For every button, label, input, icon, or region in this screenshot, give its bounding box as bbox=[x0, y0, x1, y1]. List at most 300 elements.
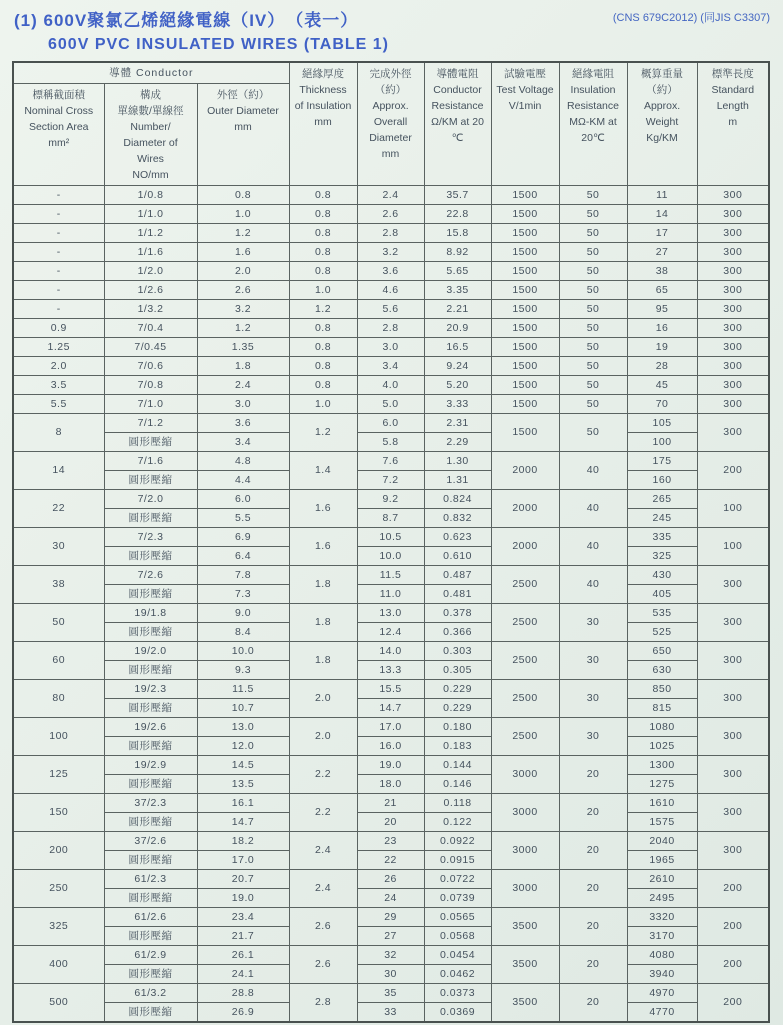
cell-insulation-thickness: 1.2 bbox=[289, 414, 357, 452]
cell-weight: 175 bbox=[627, 452, 697, 471]
cell-weight: 325 bbox=[627, 547, 697, 566]
header-row-conductor bbox=[13, 62, 769, 84]
cell-outer-diameter: 3.6 bbox=[197, 414, 289, 433]
header-col-insulation-thickness: 絕緣厚度 Thickness of Insulation mm bbox=[289, 62, 357, 186]
cell-weight: 16 bbox=[627, 319, 697, 338]
cell-standard-length: 300 bbox=[697, 718, 769, 756]
cell-overall-diameter: 21 bbox=[357, 794, 424, 813]
table-row bbox=[13, 756, 769, 775]
header-col-conductor-resistance: 導體電阻 Conductor Resistance Ω/KM at 20 ℃ bbox=[424, 62, 491, 186]
cell-insulation-thickness: 2.6 bbox=[289, 946, 357, 984]
cell-outer-diameter: 10.0 bbox=[197, 642, 289, 661]
cell-composition: 19/2.9 bbox=[104, 756, 197, 775]
cell-overall-diameter: 27 bbox=[357, 927, 424, 946]
cell-weight: 525 bbox=[627, 623, 697, 642]
cell-outer-diameter: 26.9 bbox=[197, 1003, 289, 1023]
header-col-weight: 概算重量 （約） Approx. Weight Kg/KM bbox=[627, 62, 697, 186]
cell-insulation-thickness: 0.8 bbox=[289, 357, 357, 376]
cell-overall-diameter: 26 bbox=[357, 870, 424, 889]
cell-insulation-thickness: 1.8 bbox=[289, 566, 357, 604]
cell-overall-diameter: 8.7 bbox=[357, 509, 424, 528]
cell-composition: 37/2.6 bbox=[104, 832, 197, 851]
cell-outer-diameter: 0.8 bbox=[197, 186, 289, 205]
cell-overall-diameter: 2.8 bbox=[357, 224, 424, 243]
cell-conductor-resistance: 0.832 bbox=[424, 509, 491, 528]
cell-insulation-resistance: 20 bbox=[559, 832, 627, 870]
cell-insulation-resistance: 20 bbox=[559, 946, 627, 984]
cell-composition: 圓形壓縮 bbox=[104, 585, 197, 604]
cell-test-voltage: 2500 bbox=[491, 680, 559, 718]
table-row bbox=[13, 851, 769, 870]
cell-nominal-area: 14 bbox=[13, 452, 104, 490]
cell-weight: 245 bbox=[627, 509, 697, 528]
cell-composition: 19/2.0 bbox=[104, 642, 197, 661]
cell-standard-length: 300 bbox=[697, 243, 769, 262]
cell-standard-length: 300 bbox=[697, 642, 769, 680]
cell-test-voltage: 3500 bbox=[491, 984, 559, 1023]
table-row bbox=[13, 680, 769, 699]
cell-nominal-area: - bbox=[13, 186, 104, 205]
cell-insulation-resistance: 30 bbox=[559, 680, 627, 718]
cell-outer-diameter: 23.4 bbox=[197, 908, 289, 927]
table-row bbox=[13, 243, 769, 262]
cell-insulation-thickness: 1.2 bbox=[289, 300, 357, 319]
cell-overall-diameter: 23 bbox=[357, 832, 424, 851]
cell-conductor-resistance: 0.180 bbox=[424, 718, 491, 737]
cell-overall-diameter: 24 bbox=[357, 889, 424, 908]
header-col-overall-diameter: 完成外徑 （約） Approx. Overall Diameter mm bbox=[357, 62, 424, 186]
cell-standard-length: 300 bbox=[697, 756, 769, 794]
cell-outer-diameter: 3.4 bbox=[197, 433, 289, 452]
cell-insulation-resistance: 20 bbox=[559, 984, 627, 1023]
header-col-insulation-resistance: 絕緣電阻 Insulation Resistance MΩ-KM at 20℃ bbox=[559, 62, 627, 186]
cell-insulation-thickness: 1.4 bbox=[289, 452, 357, 490]
table-row bbox=[13, 338, 769, 357]
cell-insulation-resistance: 50 bbox=[559, 414, 627, 452]
cell-test-voltage: 3000 bbox=[491, 870, 559, 908]
cell-composition: 1/1.2 bbox=[104, 224, 197, 243]
cell-overall-diameter: 4.0 bbox=[357, 376, 424, 395]
cell-outer-diameter: 6.4 bbox=[197, 547, 289, 566]
cell-insulation-thickness: 0.8 bbox=[289, 376, 357, 395]
cell-conductor-resistance: 0.366 bbox=[424, 623, 491, 642]
table-row bbox=[13, 623, 769, 642]
cell-composition: 圓形壓縮 bbox=[104, 889, 197, 908]
cell-test-voltage: 1500 bbox=[491, 376, 559, 395]
cell-overall-diameter: 16.0 bbox=[357, 737, 424, 756]
header-col-composition: 構成 單線數/單線徑 Number/ Diameter of Wires NO/mm bbox=[104, 84, 197, 186]
table-row bbox=[13, 433, 769, 452]
cell-test-voltage: 3500 bbox=[491, 908, 559, 946]
cell-weight: 265 bbox=[627, 490, 697, 509]
cell-standard-length: 300 bbox=[697, 604, 769, 642]
table-row bbox=[13, 984, 769, 1003]
cell-weight: 4080 bbox=[627, 946, 697, 965]
cell-outer-diameter: 18.2 bbox=[197, 832, 289, 851]
cell-insulation-resistance: 50 bbox=[559, 395, 627, 414]
cell-conductor-resistance: 0.378 bbox=[424, 604, 491, 623]
table-row bbox=[13, 319, 769, 338]
cell-weight: 45 bbox=[627, 376, 697, 395]
cell-conductor-resistance: 0.0568 bbox=[424, 927, 491, 946]
cell-insulation-thickness: 2.4 bbox=[289, 832, 357, 870]
cell-test-voltage: 2000 bbox=[491, 528, 559, 566]
table-row bbox=[13, 490, 769, 509]
cell-weight: 2495 bbox=[627, 889, 697, 908]
cell-weight: 535 bbox=[627, 604, 697, 623]
cell-weight: 1080 bbox=[627, 718, 697, 737]
cell-weight: 1025 bbox=[627, 737, 697, 756]
cell-standard-length: 300 bbox=[697, 186, 769, 205]
cell-nominal-area: - bbox=[13, 243, 104, 262]
cell-composition: 7/1.6 bbox=[104, 452, 197, 471]
table-row bbox=[13, 718, 769, 737]
cell-outer-diameter: 11.5 bbox=[197, 680, 289, 699]
cell-test-voltage: 1500 bbox=[491, 205, 559, 224]
cell-standard-length: 300 bbox=[697, 319, 769, 338]
cell-standard-length: 300 bbox=[697, 357, 769, 376]
cell-weight: 630 bbox=[627, 661, 697, 680]
cell-nominal-area: - bbox=[13, 281, 104, 300]
cell-outer-diameter: 1.35 bbox=[197, 338, 289, 357]
cell-composition: 37/2.3 bbox=[104, 794, 197, 813]
cell-outer-diameter: 21.7 bbox=[197, 927, 289, 946]
table-row bbox=[13, 528, 769, 547]
cell-outer-diameter: 9.0 bbox=[197, 604, 289, 623]
cell-test-voltage: 2500 bbox=[491, 566, 559, 604]
cell-insulation-resistance: 40 bbox=[559, 452, 627, 490]
cell-nominal-area: 500 bbox=[13, 984, 104, 1023]
cell-standard-length: 100 bbox=[697, 528, 769, 566]
cell-test-voltage: 1500 bbox=[491, 300, 559, 319]
cell-weight: 17 bbox=[627, 224, 697, 243]
cell-weight: 14 bbox=[627, 205, 697, 224]
cell-overall-diameter: 13.0 bbox=[357, 604, 424, 623]
cell-conductor-resistance: 2.21 bbox=[424, 300, 491, 319]
cell-conductor-resistance: 16.5 bbox=[424, 338, 491, 357]
cell-nominal-area: 38 bbox=[13, 566, 104, 604]
cell-standard-length: 300 bbox=[697, 566, 769, 604]
cell-conductor-resistance: 0.0373 bbox=[424, 984, 491, 1003]
cell-composition: 7/0.6 bbox=[104, 357, 197, 376]
cell-weight: 4970 bbox=[627, 984, 697, 1003]
cell-outer-diameter: 2.0 bbox=[197, 262, 289, 281]
cell-weight: 70 bbox=[627, 395, 697, 414]
cell-weight: 95 bbox=[627, 300, 697, 319]
cell-insulation-resistance: 50 bbox=[559, 338, 627, 357]
cell-nominal-area: 60 bbox=[13, 642, 104, 680]
cell-weight: 2610 bbox=[627, 870, 697, 889]
cell-composition: 圓形壓縮 bbox=[104, 1003, 197, 1023]
cell-test-voltage: 1500 bbox=[491, 338, 559, 357]
cell-nominal-area: 22 bbox=[13, 490, 104, 528]
cell-conductor-resistance: 3.35 bbox=[424, 281, 491, 300]
cell-composition: 7/0.8 bbox=[104, 376, 197, 395]
cell-insulation-thickness: 1.8 bbox=[289, 604, 357, 642]
cell-weight: 1610 bbox=[627, 794, 697, 813]
cell-composition: 圓形壓縮 bbox=[104, 851, 197, 870]
cell-outer-diameter: 17.0 bbox=[197, 851, 289, 870]
cell-outer-diameter: 20.7 bbox=[197, 870, 289, 889]
cell-weight: 335 bbox=[627, 528, 697, 547]
cell-nominal-area: 5.5 bbox=[13, 395, 104, 414]
wire-spec-table bbox=[12, 61, 770, 1023]
cell-insulation-thickness: 1.6 bbox=[289, 528, 357, 566]
cell-composition: 圓形壓縮 bbox=[104, 813, 197, 832]
cell-conductor-resistance: 15.8 bbox=[424, 224, 491, 243]
cell-test-voltage: 2500 bbox=[491, 718, 559, 756]
cell-nominal-area: - bbox=[13, 224, 104, 243]
cell-nominal-area: 8 bbox=[13, 414, 104, 452]
cell-insulation-resistance: 50 bbox=[559, 300, 627, 319]
cell-conductor-resistance: 0.610 bbox=[424, 547, 491, 566]
cell-composition: 7/0.45 bbox=[104, 338, 197, 357]
cell-overall-diameter: 14.7 bbox=[357, 699, 424, 718]
cell-conductor-resistance: 0.0915 bbox=[424, 851, 491, 870]
cell-nominal-area: 3.5 bbox=[13, 376, 104, 395]
cell-overall-diameter: 32 bbox=[357, 946, 424, 965]
cell-conductor-resistance: 22.8 bbox=[424, 205, 491, 224]
cell-weight: 3170 bbox=[627, 927, 697, 946]
cell-overall-diameter: 12.4 bbox=[357, 623, 424, 642]
header-col-test-voltage: 試驗電壓 Test Voltage V/1min bbox=[491, 62, 559, 186]
cell-outer-diameter: 28.8 bbox=[197, 984, 289, 1003]
cell-outer-diameter: 10.7 bbox=[197, 699, 289, 718]
cell-composition: 圓形壓縮 bbox=[104, 965, 197, 984]
cell-weight: 3940 bbox=[627, 965, 697, 984]
table-row bbox=[13, 376, 769, 395]
cell-insulation-resistance: 50 bbox=[559, 243, 627, 262]
cell-standard-length: 300 bbox=[697, 281, 769, 300]
cell-weight: 2040 bbox=[627, 832, 697, 851]
cell-nominal-area: - bbox=[13, 205, 104, 224]
cell-conductor-resistance: 9.24 bbox=[424, 357, 491, 376]
cell-insulation-thickness: 0.8 bbox=[289, 205, 357, 224]
cell-conductor-resistance: 0.183 bbox=[424, 737, 491, 756]
cell-conductor-resistance: 0.0739 bbox=[424, 889, 491, 908]
header-conductor-group: 導體 Conductor bbox=[13, 62, 289, 84]
cell-insulation-thickness: 0.8 bbox=[289, 319, 357, 338]
cell-test-voltage: 1500 bbox=[491, 414, 559, 452]
cell-conductor-resistance: 0.487 bbox=[424, 566, 491, 585]
cell-overall-diameter: 2.8 bbox=[357, 319, 424, 338]
cell-standard-length: 300 bbox=[697, 794, 769, 832]
cell-weight: 1275 bbox=[627, 775, 697, 794]
cell-standard-length: 300 bbox=[697, 832, 769, 870]
table-row bbox=[13, 604, 769, 623]
cell-insulation-resistance: 30 bbox=[559, 642, 627, 680]
cell-insulation-resistance: 50 bbox=[559, 224, 627, 243]
cell-conductor-resistance: 0.146 bbox=[424, 775, 491, 794]
table-row bbox=[13, 908, 769, 927]
cell-outer-diameter: 1.2 bbox=[197, 224, 289, 243]
cell-weight: 105 bbox=[627, 414, 697, 433]
table-row bbox=[13, 452, 769, 471]
cell-insulation-thickness: 2.2 bbox=[289, 794, 357, 832]
table-row bbox=[13, 471, 769, 490]
cell-insulation-resistance: 20 bbox=[559, 794, 627, 832]
cell-insulation-thickness: 2.8 bbox=[289, 984, 357, 1023]
cell-weight: 19 bbox=[627, 338, 697, 357]
cell-weight: 27 bbox=[627, 243, 697, 262]
table-row bbox=[13, 281, 769, 300]
cell-weight: 4770 bbox=[627, 1003, 697, 1023]
cell-conductor-resistance: 3.33 bbox=[424, 395, 491, 414]
table-row bbox=[13, 414, 769, 433]
cell-overall-diameter: 13.3 bbox=[357, 661, 424, 680]
cell-insulation-resistance: 50 bbox=[559, 186, 627, 205]
cell-insulation-resistance: 50 bbox=[559, 205, 627, 224]
cell-weight: 430 bbox=[627, 566, 697, 585]
cell-outer-diameter: 3.2 bbox=[197, 300, 289, 319]
cell-outer-diameter: 1.6 bbox=[197, 243, 289, 262]
cell-overall-diameter: 3.6 bbox=[357, 262, 424, 281]
cell-overall-diameter: 19.0 bbox=[357, 756, 424, 775]
cell-nominal-area: 30 bbox=[13, 528, 104, 566]
cell-outer-diameter: 16.1 bbox=[197, 794, 289, 813]
cell-overall-diameter: 22 bbox=[357, 851, 424, 870]
cell-weight: 850 bbox=[627, 680, 697, 699]
cell-overall-diameter: 3.4 bbox=[357, 357, 424, 376]
cell-weight: 28 bbox=[627, 357, 697, 376]
cell-overall-diameter: 30 bbox=[357, 965, 424, 984]
cell-outer-diameter: 24.1 bbox=[197, 965, 289, 984]
cell-insulation-thickness: 1.0 bbox=[289, 395, 357, 414]
cell-insulation-thickness: 2.0 bbox=[289, 718, 357, 756]
cell-composition: 61/3.2 bbox=[104, 984, 197, 1003]
table-row bbox=[13, 699, 769, 718]
table-row bbox=[13, 395, 769, 414]
cell-weight: 1965 bbox=[627, 851, 697, 870]
cell-outer-diameter: 5.5 bbox=[197, 509, 289, 528]
cell-conductor-resistance: 0.122 bbox=[424, 813, 491, 832]
cell-conductor-resistance: 0.305 bbox=[424, 661, 491, 680]
cell-insulation-thickness: 1.6 bbox=[289, 490, 357, 528]
cell-conductor-resistance: 0.0722 bbox=[424, 870, 491, 889]
cell-standard-length: 300 bbox=[697, 224, 769, 243]
header-col-outer-diameter: 外徑（約） Outer Diameter mm bbox=[197, 84, 289, 186]
cell-insulation-thickness: 0.8 bbox=[289, 262, 357, 281]
cell-conductor-resistance: 1.30 bbox=[424, 452, 491, 471]
cell-composition: 7/0.4 bbox=[104, 319, 197, 338]
cell-composition: 61/2.6 bbox=[104, 908, 197, 927]
cell-outer-diameter: 8.4 bbox=[197, 623, 289, 642]
cell-test-voltage: 1500 bbox=[491, 395, 559, 414]
cell-outer-diameter: 9.3 bbox=[197, 661, 289, 680]
cell-nominal-area: 2.0 bbox=[13, 357, 104, 376]
cell-outer-diameter: 3.0 bbox=[197, 395, 289, 414]
cell-overall-diameter: 6.0 bbox=[357, 414, 424, 433]
table-row bbox=[13, 642, 769, 661]
cell-insulation-thickness: 2.6 bbox=[289, 908, 357, 946]
cell-conductor-resistance: 0.144 bbox=[424, 756, 491, 775]
cell-overall-diameter: 5.6 bbox=[357, 300, 424, 319]
cell-overall-diameter: 10.5 bbox=[357, 528, 424, 547]
cell-overall-diameter: 5.8 bbox=[357, 433, 424, 452]
table-row bbox=[13, 946, 769, 965]
table-row bbox=[13, 775, 769, 794]
cell-conductor-resistance: 0.303 bbox=[424, 642, 491, 661]
cell-composition: 1/3.2 bbox=[104, 300, 197, 319]
cell-nominal-area: 0.9 bbox=[13, 319, 104, 338]
cell-insulation-resistance: 40 bbox=[559, 528, 627, 566]
cell-standard-length: 300 bbox=[697, 262, 769, 281]
cell-composition: 7/1.2 bbox=[104, 414, 197, 433]
cell-weight: 65 bbox=[627, 281, 697, 300]
cell-conductor-resistance: 8.92 bbox=[424, 243, 491, 262]
cell-weight: 650 bbox=[627, 642, 697, 661]
cell-composition: 19/1.8 bbox=[104, 604, 197, 623]
cell-composition: 1/2.6 bbox=[104, 281, 197, 300]
cell-weight: 11 bbox=[627, 186, 697, 205]
cell-outer-diameter: 7.8 bbox=[197, 566, 289, 585]
cell-conductor-resistance: 0.0369 bbox=[424, 1003, 491, 1023]
cell-weight: 100 bbox=[627, 433, 697, 452]
cell-overall-diameter: 7.2 bbox=[357, 471, 424, 490]
cell-insulation-thickness: 0.8 bbox=[289, 186, 357, 205]
cell-conductor-resistance: 0.0922 bbox=[424, 832, 491, 851]
cell-composition: 圓形壓縮 bbox=[104, 661, 197, 680]
header-col-nominal-area: 標稱截面積 Nominal Cross Section Area mm² bbox=[13, 84, 104, 186]
cell-outer-diameter: 19.0 bbox=[197, 889, 289, 908]
cell-conductor-resistance: 0.623 bbox=[424, 528, 491, 547]
page-title-en: 600V PVC INSULATED WIRES (TABLE 1) bbox=[48, 36, 389, 53]
cell-standard-length: 100 bbox=[697, 490, 769, 528]
cell-conductor-resistance: 0.0454 bbox=[424, 946, 491, 965]
page-title-zh: (1) 600V聚氯乙烯絕緣電線（IV） （表一） bbox=[14, 11, 359, 30]
cell-nominal-area: 400 bbox=[13, 946, 104, 984]
cell-weight: 3320 bbox=[627, 908, 697, 927]
cell-conductor-resistance: 0.0462 bbox=[424, 965, 491, 984]
cell-overall-diameter: 18.0 bbox=[357, 775, 424, 794]
table-row bbox=[13, 224, 769, 243]
cell-conductor-resistance: 0.0565 bbox=[424, 908, 491, 927]
table-row bbox=[13, 737, 769, 756]
cell-conductor-resistance: 5.20 bbox=[424, 376, 491, 395]
cell-insulation-resistance: 30 bbox=[559, 718, 627, 756]
cell-conductor-resistance: 2.29 bbox=[424, 433, 491, 452]
table-row bbox=[13, 547, 769, 566]
cell-outer-diameter: 4.8 bbox=[197, 452, 289, 471]
cell-insulation-resistance: 50 bbox=[559, 262, 627, 281]
cell-composition: 圓形壓縮 bbox=[104, 737, 197, 756]
cell-composition: 1/0.8 bbox=[104, 186, 197, 205]
cell-composition: 61/2.3 bbox=[104, 870, 197, 889]
cell-insulation-thickness: 0.8 bbox=[289, 338, 357, 357]
table-row bbox=[13, 813, 769, 832]
cell-composition: 7/2.6 bbox=[104, 566, 197, 585]
table-row bbox=[13, 889, 769, 908]
cell-test-voltage: 1500 bbox=[491, 281, 559, 300]
cell-composition: 19/2.6 bbox=[104, 718, 197, 737]
cell-composition: 7/2.0 bbox=[104, 490, 197, 509]
cell-composition: 7/2.3 bbox=[104, 528, 197, 547]
cell-nominal-area: 125 bbox=[13, 756, 104, 794]
cell-insulation-resistance: 40 bbox=[559, 566, 627, 604]
cell-conductor-resistance: 35.7 bbox=[424, 186, 491, 205]
cell-conductor-resistance: 0.824 bbox=[424, 490, 491, 509]
cell-conductor-resistance: 0.118 bbox=[424, 794, 491, 813]
cell-outer-diameter: 14.5 bbox=[197, 756, 289, 775]
cell-overall-diameter: 15.5 bbox=[357, 680, 424, 699]
table-row bbox=[13, 794, 769, 813]
cell-nominal-area: 325 bbox=[13, 908, 104, 946]
cell-standard-length: 200 bbox=[697, 984, 769, 1023]
cell-composition: 圓形壓縮 bbox=[104, 547, 197, 566]
cell-overall-diameter: 9.2 bbox=[357, 490, 424, 509]
cell-nominal-area: 200 bbox=[13, 832, 104, 870]
cell-insulation-resistance: 50 bbox=[559, 357, 627, 376]
